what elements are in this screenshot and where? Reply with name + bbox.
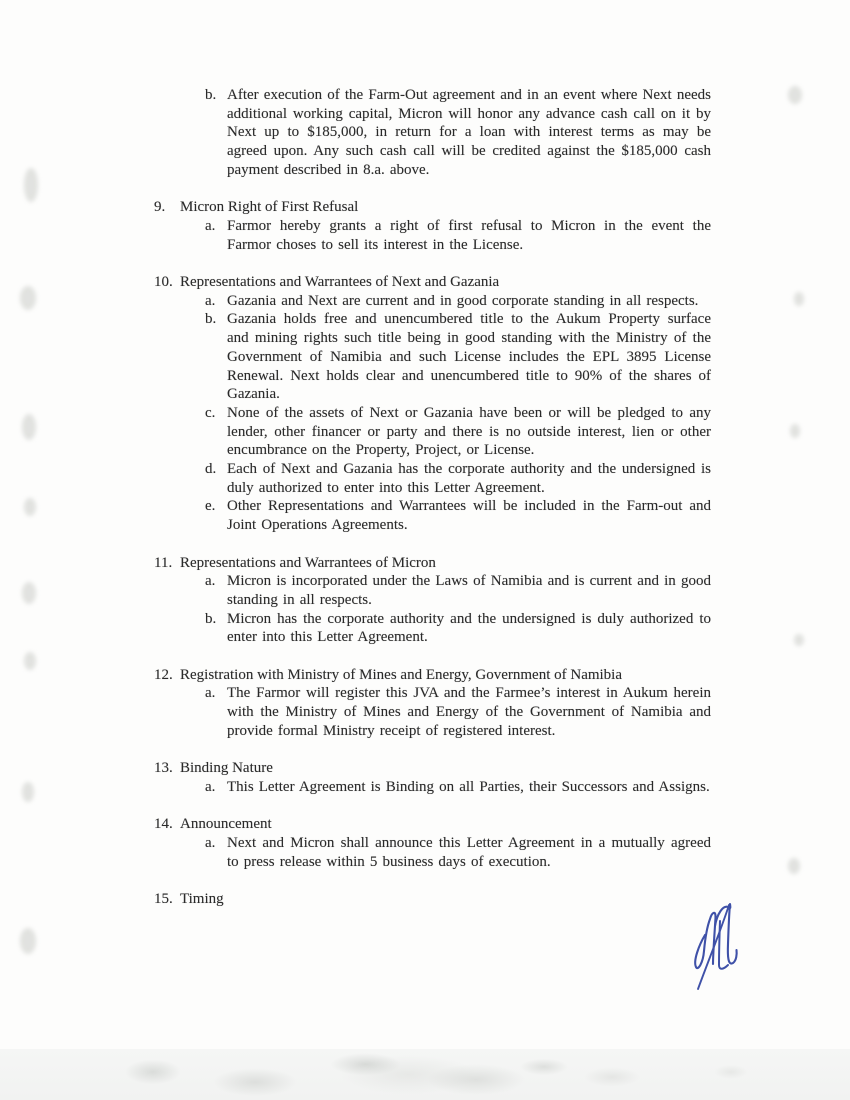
list-item-marker: e. [205, 498, 216, 515]
list-item-text: After execution of the Farm-Out agreement and in an event where Next needs additional working capital, Micron will honor any advance cash call on it by Next up to $185,000, in return for a loan with interest terms as may be agreed upon. Any such cash call will be credited against the $185,000 cash payment described in 8.a. above. [227, 87, 711, 178]
section-title: Representations and Warrantees of Next and Gazania [180, 274, 500, 290]
section-heading [154, 554, 711, 573]
section-number: 9. [154, 199, 166, 216]
section-number: 11. [154, 554, 173, 571]
list-item-text: The Farmor will register this JVA and the Farmee’s interest in Aukum herein with the Ministry of Mines and Energy of the Government of Namibia and provide formal Ministry receipt of registered interest. [227, 685, 711, 739]
scan-artifact [22, 782, 34, 802]
list-item [205, 610, 711, 647]
list-item-marker: d. [205, 461, 217, 478]
list-item [205, 572, 711, 609]
scan-artifact [24, 498, 36, 516]
agreement-section [154, 554, 711, 648]
scan-artifact [790, 424, 800, 438]
list-item-text: Next and Micron shall announce this Letter Agreement in a mutually agreed to press release within 5 business days of execution. [227, 835, 711, 870]
list-item-text: Other Representations and Warrantees will be included in the Farm-out and Joint Operations Agreements. [227, 498, 711, 534]
list-item-text: Each of Next and Gazania has the corporate authority and the undersigned is duly authorized to enter into this Letter Agreement. [227, 461, 711, 496]
list-item [205, 404, 711, 460]
list-item-marker: a. [205, 292, 216, 309]
scan-artifact [24, 168, 38, 202]
section-title: Representations and Warrantees of Micron [180, 554, 436, 571]
scan-artifact [794, 292, 804, 306]
scan-artifact [788, 86, 802, 104]
section-items [154, 292, 711, 535]
agreement-section [154, 198, 711, 254]
list-item [205, 86, 711, 180]
section-number: 14. [154, 816, 173, 833]
section-title: Binding Nature [180, 760, 273, 777]
section-title: Micron Right of First Refusal [180, 199, 359, 216]
scan-artifact [22, 582, 36, 604]
agreement-section [154, 273, 711, 535]
section-number: 12. [154, 666, 173, 683]
agreement-body [154, 86, 711, 909]
list-item-text: Micron is incorporated under the Laws of Namibia and is current and in good standing in all respects. [227, 573, 711, 608]
list-item-marker: a. [205, 573, 216, 590]
list-item [205, 460, 711, 497]
signature-initials [684, 899, 748, 994]
section-title: Announcement [180, 816, 272, 833]
agreement-section [154, 815, 711, 871]
list-item-marker: a. [205, 778, 216, 795]
section-items [154, 834, 711, 871]
list-item-marker: a. [205, 685, 216, 702]
scan-artifact [20, 928, 36, 954]
signature-stroke [695, 913, 715, 968]
list-item-text: Micron has the corporate authority and the undersigned is duly authorized to enter into this Letter Agreement. [227, 610, 711, 646]
scan-artifact [788, 858, 800, 874]
list-item-text: This Letter Agreement is Binding on all Parties, their Successors and Assigns. [227, 778, 710, 795]
section-title: Timing [180, 891, 224, 908]
list-item [205, 684, 711, 740]
list-item [205, 217, 711, 254]
signature-stroke [698, 905, 729, 989]
list-item [205, 834, 711, 871]
agreement-section [154, 890, 711, 909]
section-heading [154, 890, 711, 909]
agreement-section [154, 666, 711, 741]
section-number: 10. [154, 274, 173, 290]
scan-artifact [24, 652, 36, 670]
section-number: 13. [154, 760, 173, 777]
list-item-marker: a. [205, 835, 216, 852]
list-item [205, 310, 711, 404]
section-items [154, 217, 711, 254]
section-items [154, 778, 711, 797]
section-items [154, 572, 711, 647]
list-item-text: Farmor hereby grants a right of first refusal to Micron in the event the Farmor choses to sell its interest in the License. [227, 217, 711, 253]
scan-artifact [22, 414, 36, 440]
section-number: 15. [154, 891, 173, 908]
list-item [205, 292, 711, 311]
section-heading [154, 815, 711, 834]
section-heading [154, 666, 711, 685]
section-heading [154, 759, 711, 778]
list-item-marker: c. [205, 404, 216, 421]
scan-artifact [794, 634, 804, 646]
section-items [154, 684, 711, 740]
section-heading [154, 198, 711, 217]
agreement-section [154, 759, 711, 796]
list-item-marker: b. [205, 610, 217, 627]
list-item-text: Gazania holds free and unencumbered title to the Aukum Property surface and mining rights such title being in good standing with the Ministry of the Government of Namibia and such License includes the EPL 3895 License Renewal. Next holds clear and unencumbered title to 90% of the shares of Gazania. [227, 311, 711, 403]
list-item-text: None of the assets of Next or Gazania have been or will be pledged to any lender, other financer or party and there is no outside interest, lien or other encumbrance on the Property, Project, or License. [227, 404, 711, 459]
list-item-text: Gazania and Next are current and in good corporate standing in all respects. [227, 292, 699, 309]
list-item [205, 497, 711, 534]
list-item-marker: b. [205, 87, 217, 103]
section-title: Registration with Ministry of Mines and Energy, Government of Namibia [180, 666, 623, 683]
scan-artifact [20, 286, 36, 310]
list-item [205, 778, 711, 797]
sections-container [154, 198, 711, 909]
signature-stroke [719, 921, 728, 969]
scan-bleed-band [0, 1049, 850, 1100]
list-item-marker: a. [205, 217, 216, 234]
list-item-marker: b. [205, 311, 217, 328]
section-heading [154, 273, 711, 292]
